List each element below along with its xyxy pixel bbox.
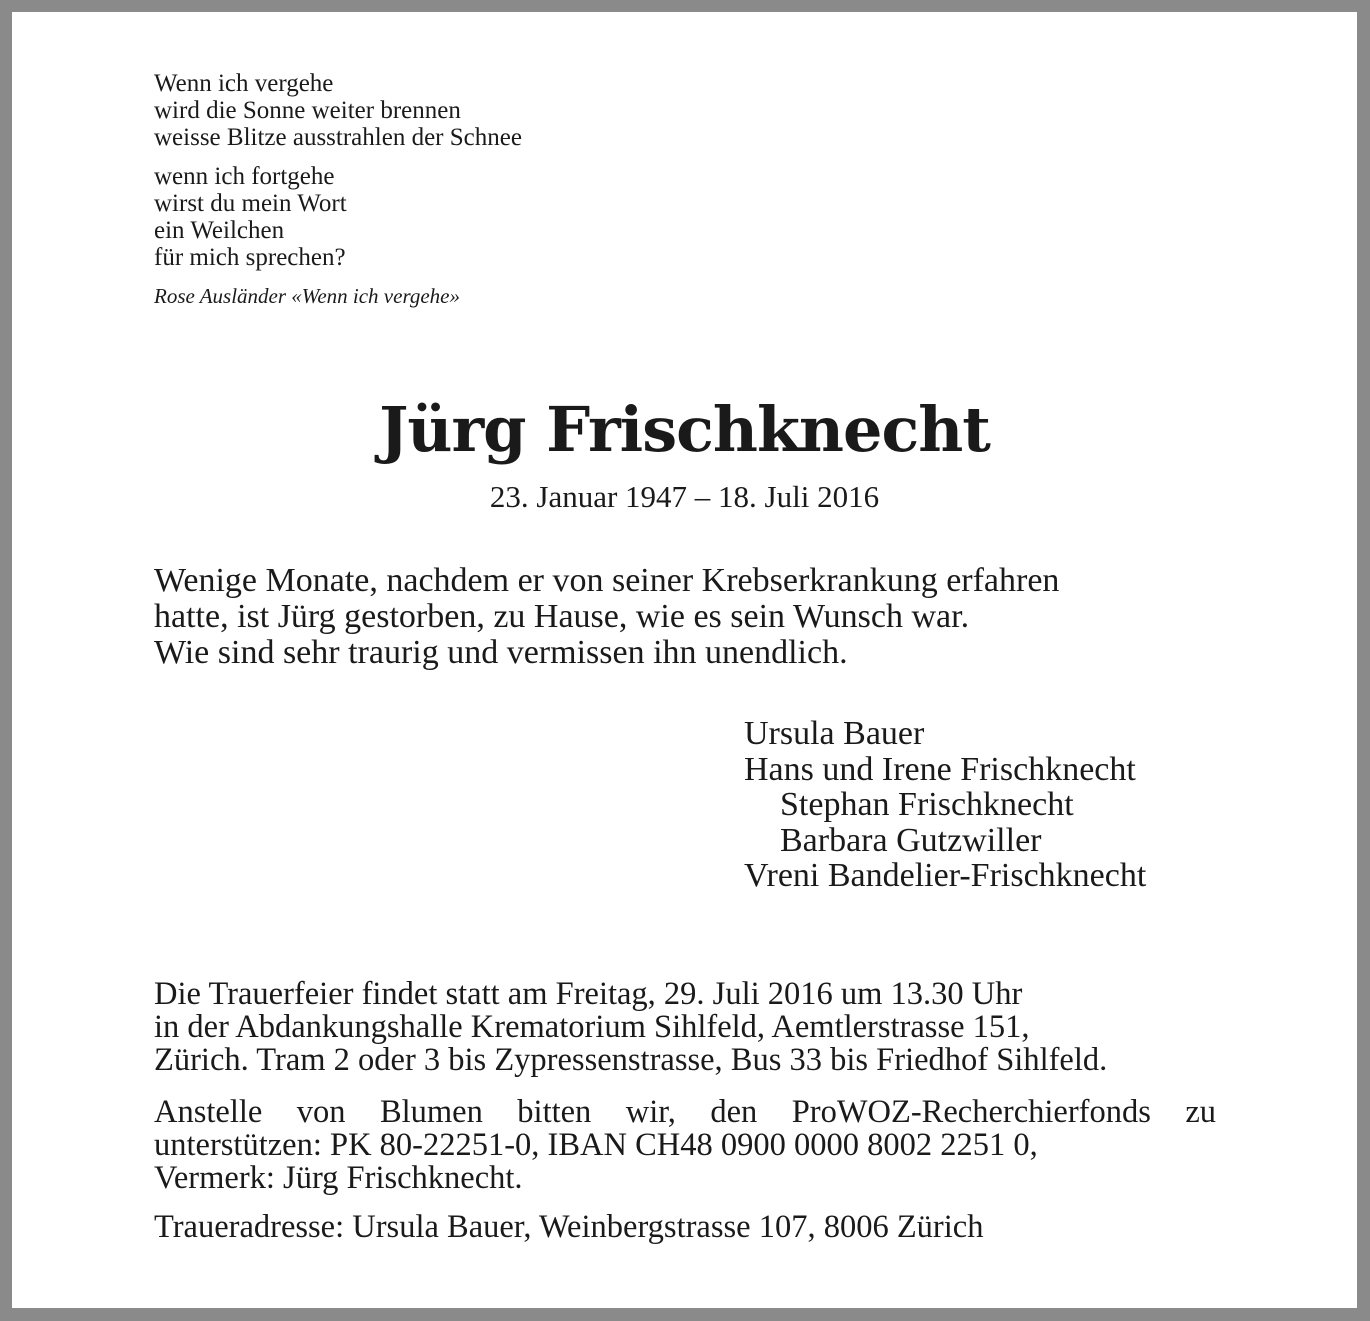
- signer: Barbara Gutzwiller: [780, 821, 1042, 859]
- ceremony-line: Zürich. Tram 2 oder 3 bis Zypressenstrasse, Bus 33 bis Friedhof Sihlfeld.: [154, 1042, 1108, 1078]
- poem-line: wird die Sonne weiter brennen: [154, 97, 461, 124]
- poem-line: wirst du mein Wort: [154, 190, 347, 217]
- obituary-page: [12, 12, 1357, 1308]
- donation-line: Anstelle von Blumen bitten wir, den ProWOZ-Recherchierfonds zu: [154, 1094, 1216, 1130]
- deceased-name: Jürg Frischknecht: [379, 393, 990, 466]
- signer: Hans und Irene Frischknecht: [744, 750, 1136, 788]
- intro-line: hatte, ist Jürg gestorben, zu Hause, wie es sein Wunsch war.: [154, 598, 970, 635]
- signer: Vreni Bandelier-Frischknecht: [744, 857, 1147, 894]
- mourning-address: [154, 1211, 1216, 1244]
- poem-line: ein Weilchen: [154, 217, 285, 244]
- life-dates: 23. Januar 1947 – 18. Juli 2016: [489, 479, 880, 514]
- poem-line: für mich sprechen?: [154, 244, 346, 271]
- donation-line: unterstützen: PK 80-22251-0, IBAN CH48 0900 0000 8002 2251 0,: [154, 1127, 1038, 1163]
- donation-info: [154, 1096, 1216, 1195]
- poem-line: weisse Blitze ausstrahlen der Schnee: [154, 124, 522, 151]
- ceremony-line: Die Trauerfeier findet statt am Freitag, 29. Juli 2016 um 13.30 Uhr: [154, 976, 1023, 1012]
- poem: [154, 70, 522, 309]
- ceremony-line: in der Abdankungshalle Krematorium Sihlfeld, Aemtlerstrasse 151,: [154, 1009, 1030, 1045]
- poem-line: Wenn ich vergehe: [154, 70, 334, 97]
- donation-line: Vermerk: Jürg Frischknecht.: [154, 1160, 523, 1196]
- poem-stanza-2: [154, 163, 522, 271]
- signer: Stephan Frischknecht: [780, 786, 1074, 823]
- intro-line: Wenige Monate, nachdem er von seiner Krebserkrankung erfahren: [154, 562, 1060, 599]
- ceremony-info: [154, 978, 1216, 1077]
- address-line: Traueradresse: Ursula Bauer, Weinbergstrasse 107, 8006 Zürich: [154, 1209, 984, 1245]
- intro-line: Wie sind sehr traurig und vermissen ihn unendlich.: [154, 634, 848, 671]
- poem-stanza-1: [154, 70, 522, 151]
- signers-list: [744, 716, 1146, 894]
- intro-text: [154, 563, 1059, 671]
- signer: Ursula Bauer: [744, 715, 925, 752]
- poem-source: Rose Ausländer «Wenn ich vergehe»: [154, 284, 460, 308]
- poem-line: wenn ich fortgehe: [154, 163, 335, 190]
